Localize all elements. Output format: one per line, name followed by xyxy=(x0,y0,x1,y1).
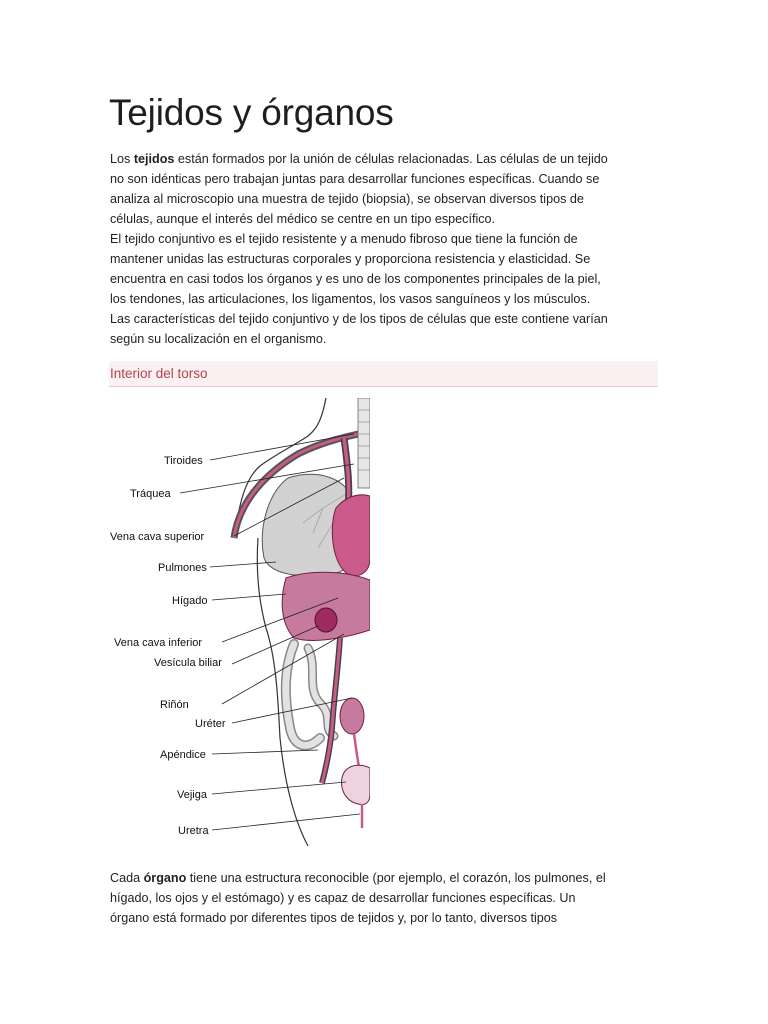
trachea-shape xyxy=(358,398,370,488)
text-run: tiene una estructura reconocible (por ejemplo, el corazón, los pulmones, el xyxy=(186,871,606,885)
page-title: Tejidos y órganos xyxy=(109,92,394,133)
label-vejiga: Vejiga xyxy=(177,789,207,801)
text-run: según su localización en el organismo. xyxy=(110,332,327,346)
text-run: encuentra en casi todos los órganos y es uno de los componentes principales de la piel, xyxy=(110,272,601,286)
text-line xyxy=(110,169,660,189)
label-ureter: Uréter xyxy=(195,718,226,730)
text-run: Cada xyxy=(110,871,144,885)
label-traquea: Tráquea xyxy=(130,488,171,500)
bold-term: órgano xyxy=(143,871,187,885)
text-line xyxy=(110,189,660,209)
bold-term: tejidos xyxy=(133,152,175,166)
label-vena-cava-superior: Vena cava superior xyxy=(110,531,205,543)
text-line xyxy=(110,249,660,269)
text-line xyxy=(110,329,660,349)
text-line xyxy=(110,868,660,888)
text-line xyxy=(110,888,660,908)
text-line xyxy=(110,229,660,249)
kidney-shape xyxy=(340,698,364,734)
organ-paragraph xyxy=(110,868,660,928)
text-run: órgano está formado por diferentes tipos de tejidos y, por lo tanto, diversos tipos xyxy=(110,911,558,925)
gallbladder-shape xyxy=(315,608,337,632)
section-header xyxy=(109,361,658,387)
label-uretra: Uretra xyxy=(178,825,209,837)
label-rinon: Riñón xyxy=(160,699,189,711)
text-line xyxy=(110,209,660,229)
text-run: células, aunque el interés del médico se centre en un tipo específico. xyxy=(110,212,496,226)
text-line xyxy=(110,309,660,329)
label-tiroides: Tiroides xyxy=(164,455,203,467)
section-heading: Interior del torso xyxy=(110,366,208,381)
text-line xyxy=(110,908,660,928)
text-run: hígado, los ojos y el estómago) y es capaz de desarrollar funciones específicas. Un xyxy=(110,891,576,905)
text-run: están formados por la unión de células relacionadas. Las células de un tejido xyxy=(174,152,608,166)
bladder-shape xyxy=(342,765,370,804)
label-higado: Hígado xyxy=(172,595,208,607)
intro-paragraph xyxy=(110,149,660,349)
text-run: Los xyxy=(110,152,134,166)
text-run: analiza al microscopio una muestra de tejido (biopsia), se observan diversos tipos de xyxy=(110,192,584,206)
text-line xyxy=(110,269,660,289)
text-run: mantener unidas las estructuras corporales y proporciona resistencia y elasticidad. Se xyxy=(110,252,591,266)
text-line xyxy=(110,149,660,169)
label-vesicula-biliar: Vesícula biliar xyxy=(154,657,222,669)
intestines-shape xyxy=(286,644,334,745)
torso-anatomy-illustration xyxy=(108,398,370,846)
label-apendice: Apéndice xyxy=(160,749,206,761)
label-pulmones: Pulmones xyxy=(158,562,207,574)
text-run: Las características del tejido conjuntivo y de los tipos de células que este contiene varían xyxy=(110,312,608,326)
label-vena-cava-inferior: Vena cava inferior xyxy=(114,637,203,649)
text-run: los tendones, las articulaciones, los ligamentos, los vasos sanguíneos y los músculos. xyxy=(110,292,591,306)
text-line xyxy=(110,289,660,309)
text-run: no son idénticas pero trabajan juntas para desarrollar funciones específicas. Cuando se xyxy=(110,172,600,186)
text-run: El tejido conjuntivo es el tejido resistente y a menudo fibroso que tiene la función de xyxy=(110,232,578,246)
